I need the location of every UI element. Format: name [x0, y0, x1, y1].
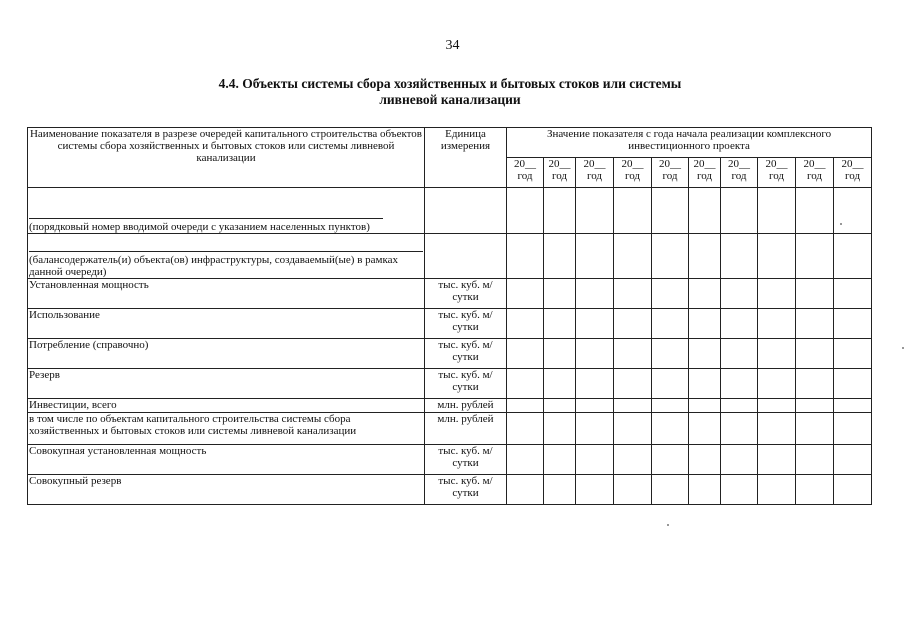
- year-suffix: год: [517, 170, 533, 182]
- value-cell: [796, 309, 834, 339]
- value-cell: [758, 413, 796, 445]
- year-suffix: год: [845, 170, 861, 182]
- table-row: [28, 234, 872, 279]
- value-cell: [544, 309, 576, 339]
- value-cell: [507, 413, 544, 445]
- value-cell: [652, 339, 689, 369]
- value-cell: [544, 413, 576, 445]
- value-cell: [544, 399, 576, 413]
- value-cell: [834, 369, 872, 399]
- value-cell: [614, 234, 652, 279]
- value-cell: [576, 188, 614, 234]
- table-row: [28, 445, 872, 475]
- row-unit: млн. рублей: [425, 399, 507, 413]
- blank-fill-line: [29, 206, 383, 219]
- value-cell: [796, 369, 834, 399]
- year-header-6: [689, 158, 721, 188]
- year-prefix: 20__: [514, 158, 536, 170]
- header-indicator-name: Наименование показателя в разрезе очередей капитального строительства объектов системы сбора хозяйственных и бытовых стоков или системы ливневой канализации: [28, 128, 425, 188]
- value-cell: [544, 188, 576, 234]
- year-prefix: 20__: [841, 158, 864, 170]
- year-header-3: [576, 158, 614, 188]
- table-row: [28, 188, 872, 234]
- row-name: Совокупный резерв: [29, 475, 122, 487]
- value-cell: [689, 399, 721, 413]
- value-cell: [834, 188, 872, 234]
- value-cell: [576, 399, 614, 413]
- value-cell: [834, 399, 872, 413]
- value-cell: [652, 279, 689, 309]
- row-unit: [425, 188, 507, 234]
- value-cell: [834, 475, 872, 505]
- value-cell: [614, 339, 652, 369]
- value-cell: [689, 339, 721, 369]
- value-cell: [507, 339, 544, 369]
- value-cell: [689, 309, 721, 339]
- value-cell: [834, 339, 872, 369]
- section-title-line-2: ливневой канализации: [379, 92, 521, 107]
- scan-speck: [840, 223, 842, 225]
- row-name-cell: [28, 339, 425, 369]
- value-cell: [758, 369, 796, 399]
- value-cell: [721, 445, 758, 475]
- value-cell: [758, 309, 796, 339]
- year-prefix: 20__: [765, 158, 788, 170]
- value-cell: [544, 234, 576, 279]
- row-name: Установленная мощность: [29, 279, 149, 291]
- year-prefix: 20__: [728, 158, 750, 170]
- row-unit: млн. рублей: [425, 413, 507, 445]
- value-cell: [652, 188, 689, 234]
- row-name-cell: [28, 309, 425, 339]
- value-cell: [796, 399, 834, 413]
- row-name: (балансодержатель(и) объекта(ов) инфраструктуры, создаваемый(ые) в рамках данной очереди): [29, 254, 399, 278]
- value-cell: [652, 369, 689, 399]
- value-cell: [689, 279, 721, 309]
- year-suffix: год: [731, 170, 747, 182]
- value-cell: [758, 234, 796, 279]
- value-cell: [652, 309, 689, 339]
- row-name: Резерв: [29, 369, 60, 381]
- value-cell: [614, 445, 652, 475]
- value-cell: [689, 445, 721, 475]
- year-header-4: [614, 158, 652, 188]
- value-cell: [758, 279, 796, 309]
- section-title: [170, 76, 730, 108]
- value-cell: [544, 475, 576, 505]
- row-unit: тыс. куб. м/сутки: [425, 279, 507, 309]
- blank-fill-line: [29, 239, 423, 252]
- header-unit: Единица измерения: [425, 128, 507, 188]
- table-row: [28, 369, 872, 399]
- value-cell: [544, 279, 576, 309]
- value-cell: [758, 399, 796, 413]
- value-cell: [796, 234, 834, 279]
- year-prefix: 20__: [621, 158, 644, 170]
- row-unit: тыс. куб. м/сутки: [425, 369, 507, 399]
- value-cell: [614, 188, 652, 234]
- value-cell: [614, 413, 652, 445]
- year-prefix: 20__: [803, 158, 826, 170]
- value-cell: [721, 475, 758, 505]
- row-unit: [425, 234, 507, 279]
- value-cell: [652, 413, 689, 445]
- value-cell: [507, 309, 544, 339]
- scan-speck: [902, 347, 904, 349]
- value-cell: [834, 445, 872, 475]
- value-cell: [576, 309, 614, 339]
- row-name-cell: [28, 234, 425, 279]
- row-unit: тыс. куб. м/сутки: [425, 445, 507, 475]
- row-name-cell: [28, 413, 425, 445]
- value-cell: [614, 279, 652, 309]
- year-prefix: 20__: [548, 158, 571, 170]
- value-cell: [652, 475, 689, 505]
- row-unit: тыс. куб. м/сутки: [425, 339, 507, 369]
- row-unit: тыс. куб. м/сутки: [425, 309, 507, 339]
- value-cell: [689, 369, 721, 399]
- row-name: в том числе по объектам капитального строительства системы сбора хозяйственных и бытовых стоков или системы ливневой канализации: [29, 413, 357, 437]
- value-cell: [507, 279, 544, 309]
- value-cell: [507, 369, 544, 399]
- value-cell: [721, 369, 758, 399]
- year-suffix: год: [806, 170, 823, 182]
- year-header-10: [834, 158, 872, 188]
- row-name: Использование: [29, 309, 100, 321]
- table-row: [28, 475, 872, 505]
- value-cell: [576, 445, 614, 475]
- value-cell: [689, 413, 721, 445]
- year-prefix: 20__: [583, 158, 606, 170]
- value-cell: [834, 234, 872, 279]
- value-cell: [834, 279, 872, 309]
- page-number: 34: [445, 38, 460, 53]
- value-cell: [614, 369, 652, 399]
- value-cell: [689, 475, 721, 505]
- year-prefix: 20__: [693, 158, 716, 170]
- value-cell: [721, 399, 758, 413]
- value-cell: [721, 234, 758, 279]
- table-body: [28, 188, 872, 505]
- value-cell: [544, 339, 576, 369]
- value-cell: [652, 234, 689, 279]
- value-cell: [796, 279, 834, 309]
- value-cell: [721, 309, 758, 339]
- value-cell: [796, 188, 834, 234]
- value-cell: [652, 399, 689, 413]
- row-unit: тыс. куб. м/сутки: [425, 475, 507, 505]
- value-cell: [576, 369, 614, 399]
- value-cell: [614, 475, 652, 505]
- table-row: [28, 279, 872, 309]
- value-cell: [721, 279, 758, 309]
- value-cell: [721, 339, 758, 369]
- value-cell: [544, 445, 576, 475]
- value-cell: [507, 188, 544, 234]
- year-suffix: год: [586, 170, 603, 182]
- header-values: Значение показателя с года начала реализации комплексного инвестиционного проекта: [507, 128, 872, 158]
- row-name-cell: [28, 445, 425, 475]
- scan-speck: [667, 524, 669, 526]
- value-cell: [796, 445, 834, 475]
- row-name: (порядковый номер вводимой очереди с указанием населенных пунктов): [29, 221, 370, 233]
- value-cell: [689, 234, 721, 279]
- value-cell: [796, 339, 834, 369]
- value-cell: [689, 188, 721, 234]
- value-cell: [758, 188, 796, 234]
- value-cell: [576, 339, 614, 369]
- value-cell: [507, 445, 544, 475]
- year-header-2: [544, 158, 576, 188]
- value-cell: [507, 234, 544, 279]
- value-cell: [544, 369, 576, 399]
- value-cell: [796, 413, 834, 445]
- value-cell: [758, 475, 796, 505]
- year-header-8: [758, 158, 796, 188]
- value-cell: [721, 413, 758, 445]
- row-name-cell: [28, 188, 425, 234]
- row-name: Инвестиции, всего: [29, 399, 117, 411]
- year-header-7: [721, 158, 758, 188]
- row-name-cell: [28, 475, 425, 505]
- value-cell: [576, 234, 614, 279]
- year-suffix: год: [662, 170, 678, 182]
- year-suffix: год: [696, 170, 713, 182]
- value-cell: [614, 399, 652, 413]
- value-cell: [507, 399, 544, 413]
- table-row: [28, 309, 872, 339]
- year-header-9: [796, 158, 834, 188]
- year-suffix: год: [624, 170, 641, 182]
- value-cell: [507, 475, 544, 505]
- value-cell: [758, 445, 796, 475]
- indicators-table: [27, 127, 872, 505]
- year-header-1: [507, 158, 544, 188]
- value-cell: [834, 413, 872, 445]
- value-cell: [721, 188, 758, 234]
- row-name-cell: [28, 399, 425, 413]
- value-cell: [652, 445, 689, 475]
- value-cell: [796, 475, 834, 505]
- row-name-cell: [28, 369, 425, 399]
- year-prefix: 20__: [659, 158, 681, 170]
- row-name: Потребление (справочно): [29, 339, 149, 351]
- year-suffix: год: [768, 170, 785, 182]
- value-cell: [576, 475, 614, 505]
- row-name: Совокупная установленная мощность: [29, 445, 207, 457]
- year-suffix: год: [551, 170, 568, 182]
- value-cell: [758, 339, 796, 369]
- value-cell: [834, 309, 872, 339]
- table-row: [28, 339, 872, 369]
- section-title-line-1: 4.4. Объекты системы сбора хозяйственных и бытовых стоков или системы: [218, 76, 682, 91]
- value-cell: [576, 279, 614, 309]
- value-cell: [614, 309, 652, 339]
- row-name-cell: [28, 279, 425, 309]
- value-cell: [576, 413, 614, 445]
- table-row: [28, 413, 872, 445]
- table-row: [28, 399, 872, 413]
- year-header-5: [652, 158, 689, 188]
